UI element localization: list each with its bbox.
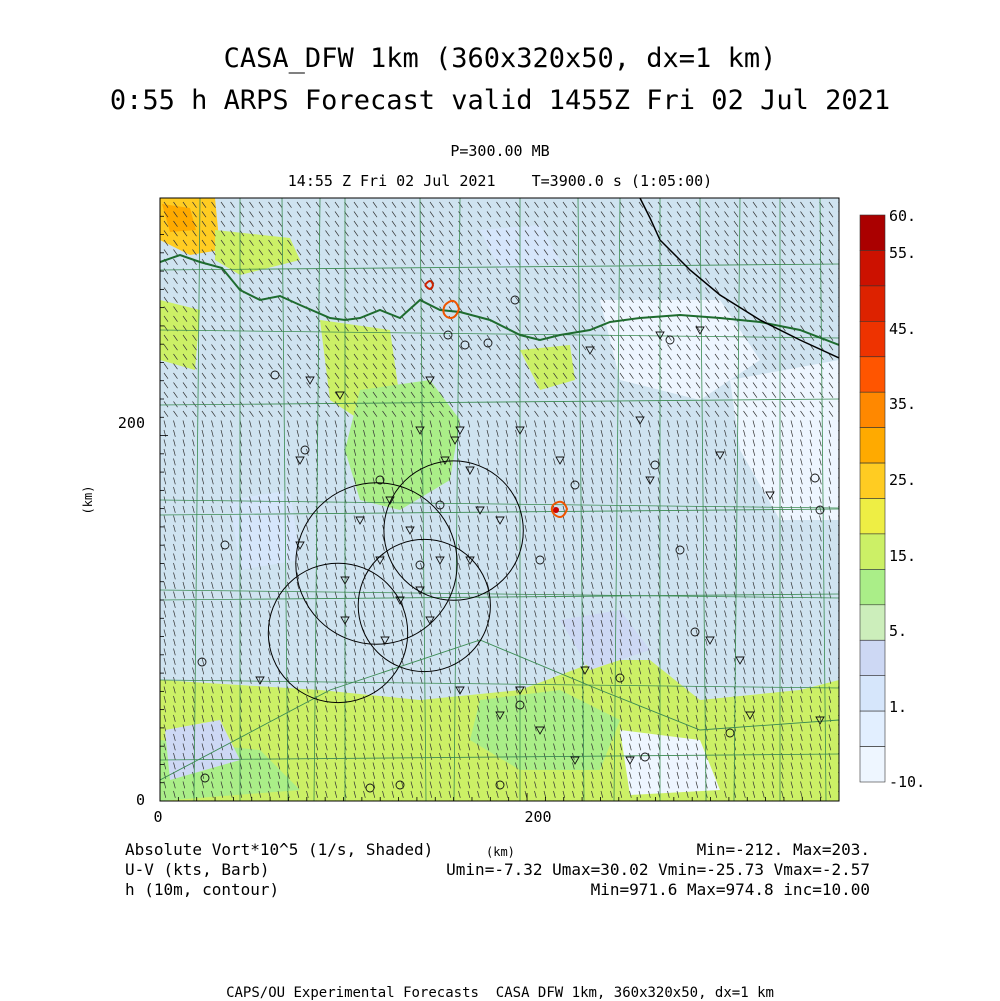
wind-barb (554, 801, 556, 808)
vorticity-stats: Min=-212. Max=203. (696, 840, 870, 859)
wind-barb (231, 801, 233, 808)
colorbar-label: 25. (889, 471, 917, 489)
colorbar-label: 55. (889, 244, 917, 262)
wind-barb (601, 801, 603, 808)
wind-barb (421, 801, 423, 808)
field-label-height: h (10m, contour) (125, 880, 280, 899)
pressure-level: P=300.00 MB (450, 142, 550, 160)
wind-barb (259, 801, 261, 808)
wind-barb (326, 801, 328, 808)
wind-barb (563, 801, 565, 808)
wind-barb (573, 801, 575, 808)
vort-patch (230, 490, 300, 570)
wind-barb (373, 801, 375, 808)
wind-barb (288, 801, 290, 808)
chart-title-line2: 0:55 h ARPS Forecast valid 1455Z Fri 02 Jul 2021 (109, 85, 891, 116)
field-label-wind: U-V (kts, Barb) (125, 860, 270, 879)
wind-barb (630, 801, 632, 808)
wind-barb (525, 801, 527, 808)
wind-barb (687, 801, 689, 808)
field-label-vorticity: Absolute Vort*10^5 (1/s, Shaded) (125, 840, 434, 859)
wind-barb (164, 801, 166, 808)
wind-barb (354, 801, 356, 808)
wind-barb (430, 801, 432, 808)
height-stats: Min=971.6 Max=974.8 inc=10.00 (590, 880, 870, 899)
wind-barb (544, 801, 546, 808)
y-tick-label: 0 (135, 791, 145, 809)
wind-barb (744, 801, 746, 808)
colorbar-label: 15. (889, 547, 917, 565)
colorbar-label: -10. (889, 773, 926, 791)
vort-patch (160, 300, 200, 370)
wind-barb (829, 801, 831, 808)
wind-barb (316, 801, 318, 808)
colorbar-swatch (860, 534, 885, 569)
wind-barb (478, 801, 480, 808)
colorbar-swatch (860, 499, 885, 534)
wind-barb (810, 801, 812, 808)
colorbar-swatch (860, 747, 885, 782)
wind-barb (345, 801, 347, 808)
wind-barb (183, 801, 185, 808)
colorbar-label: 1. (889, 698, 908, 716)
wind-barb (449, 801, 451, 808)
wind-barb (202, 801, 204, 808)
wind-barb (611, 801, 613, 808)
wind-barb (278, 801, 280, 808)
wind-barb (658, 801, 660, 808)
wind-barb (696, 801, 698, 808)
wind-barb (668, 801, 670, 808)
colorbar-label: 35. (889, 395, 917, 413)
wind-barb (193, 801, 195, 808)
wind-stats: Umin=-7.32 Umax=30.02 Vmin=-25.73 Vmax=-2.57 (446, 860, 870, 879)
wind-barb (839, 801, 841, 808)
wind-barb (649, 801, 651, 808)
wind-barb (440, 801, 442, 808)
wind-barb (763, 801, 765, 808)
colorbar-swatch (860, 215, 885, 250)
wind-barb (706, 801, 708, 808)
wind-barb (212, 801, 214, 808)
colorbar-swatch (860, 711, 885, 746)
credit-line: CAPS/OU Experimental Forecasts CASA DFW 1km, 360x320x50, dx=1 km (226, 985, 774, 1001)
colorbar-label: 45. (889, 320, 917, 338)
colorbar-swatch (860, 676, 885, 711)
wind-barb (459, 801, 461, 808)
wind-barb (269, 801, 271, 808)
wind-barb (639, 801, 641, 808)
colorbar-swatch (860, 605, 885, 640)
cell-core (553, 507, 559, 513)
wind-barb (392, 801, 394, 808)
x-tick-label: 200 (524, 808, 552, 826)
wind-barb (364, 801, 366, 808)
colorbar-swatch (860, 392, 885, 427)
x-axis-label: (km) (486, 845, 515, 859)
wind-barb (402, 801, 404, 808)
wind-barb (335, 801, 337, 808)
colorbar-swatch (860, 428, 885, 463)
colorbar-swatch (860, 640, 885, 675)
wind-barb (677, 801, 679, 808)
colorbar (860, 215, 885, 782)
colorbar-label: 5. (889, 622, 908, 640)
colorbar-swatch (860, 286, 885, 321)
wind-barb (782, 801, 784, 808)
wind-barb (250, 801, 252, 808)
wind-barb (582, 801, 584, 808)
wind-barb (174, 801, 176, 808)
wind-barb (620, 801, 622, 808)
colorbar-swatch (860, 250, 885, 285)
wind-barb (383, 801, 385, 808)
colorbar-swatch (860, 321, 885, 356)
wind-barb (734, 801, 736, 808)
y-tick-label: 200 (117, 414, 145, 432)
wind-barb (791, 801, 793, 808)
colorbar-swatch (860, 569, 885, 604)
colorbar-label: 60. (889, 207, 917, 225)
y-axis-label: (km) (81, 485, 95, 515)
wind-barb (487, 801, 489, 808)
wind-barb (411, 801, 413, 808)
wind-barb (516, 801, 518, 808)
wind-barb (715, 801, 717, 808)
colorbar-swatch (860, 357, 885, 392)
wind-barb (753, 801, 755, 808)
x-tick-label: 0 (153, 808, 163, 826)
valid-time: 14:55 Z Fri 02 Jul 2021 T=3900.0 s (1:05:00) (287, 172, 713, 190)
wind-barb (497, 801, 499, 808)
wind-barb (307, 801, 309, 808)
wind-barb (535, 801, 537, 808)
wind-barb (221, 801, 223, 808)
wind-barb (725, 801, 727, 808)
wind-barb (297, 801, 299, 808)
wind-barb (468, 801, 470, 808)
wind-barb (592, 801, 594, 808)
wind-barb (772, 801, 774, 808)
wind-barb (240, 801, 242, 808)
chart-title-line1: CASA_DFW 1km (360x320x50, dx=1 km) (223, 43, 777, 74)
colorbar-swatch (860, 463, 885, 498)
wind-barb (820, 801, 822, 808)
wind-barb (801, 801, 803, 808)
plot-area (160, 198, 843, 807)
wind-barb (506, 801, 508, 808)
